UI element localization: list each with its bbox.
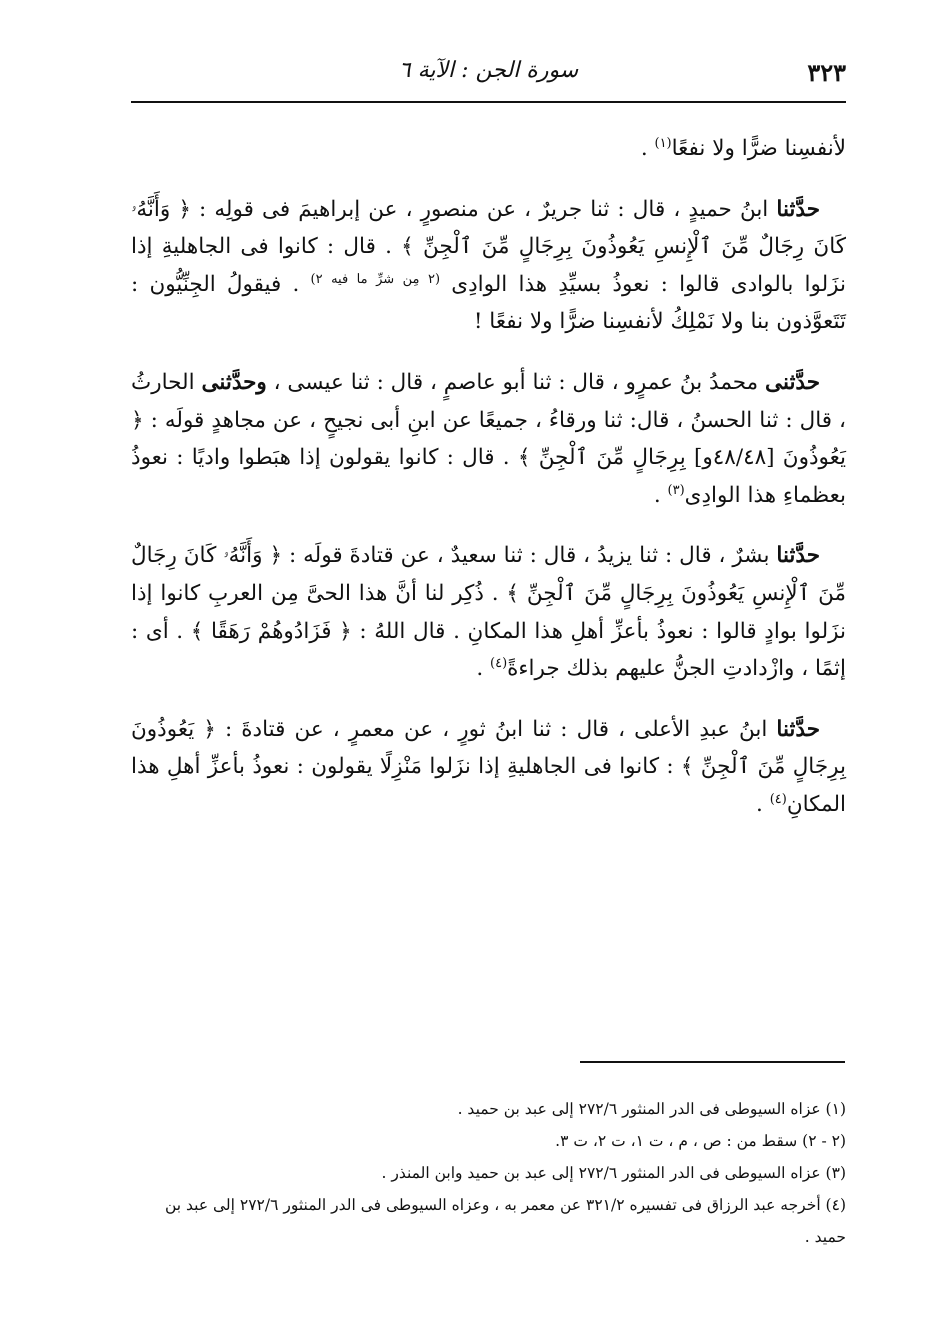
narration-lead: حدَّثنى <box>765 369 820 395</box>
footnote-item: (١) عزاه السيوطى فى الدر المنثور ٢٧٢/٦ إلى عبد بن حميد . <box>457 1100 846 1118</box>
footnote-ref: (١) <box>654 135 672 151</box>
footnote-ref: (٢ مِن شرِّ ما فيه ٢) <box>310 271 441 287</box>
footnote-rule <box>580 1061 845 1063</box>
main-text <box>131 130 846 847</box>
narration-lead: حدَّثنا <box>776 196 820 222</box>
footnotes <box>131 1093 846 1253</box>
paragraph-hadith-1: حدَّثنا ابنُ حميدٍ ، قال : ثنا جريرٌ ، عن منصورٍ ، عن إبراهيمَ فى قولِه : ﴿ وَأَنَّهُۥ كَانَ رِجَالٌ مِّنَ ٱلْإِنسِ يَعُوذُونَ بِرِجَالٍ مِّنَ ٱلْجِنِّ ﴾ . قال : كانوا فى الجاهليةِ إذا نزَلوا بالوادى قالوا : نعوذُ بسيِّدِ هذا الوادِى $^{(٢ مِن شرِّ ما فيه ٢)}$ . فيقولُ الجِنِّيُّون : تَتَعوَّذون بنا ولا نَمْلِكُ لأنفسِنا ضرًّا ولا نفعًا ! <box>131 196 846 335</box>
paragraph-hadith-2: حدَّثنى محمدُ بنُ عمرٍو ، قال : ثنا أبو عاصمٍ ، قال : ثنا عيسى ، وحدَّثنى الحارثُ ، قال : ثنا الحسنُ ، قال: ثنا ورقاءُ ، جميعًا عن ابنِ أبى نجيحٍ ، عن مجاهدٍ قولَه : ﴿ يَعُوذُونَ [٤٨/٤٨و] بِرِجَالٍ مِّنَ ٱلْجِنِّ ﴾ . قال : كانوا يقولون إذا هبَطوا واديًا : نعوذُ بعظماءِ هذا الوادِى$^{(٣)}$ . <box>131 369 846 508</box>
running-title: سورة الجن : الآية ٦ <box>398 58 579 83</box>
narration-lead: حدَّثنا <box>776 716 820 742</box>
footnote-item: (٣) عزاه السيوطى فى الدر المنثور ٢٧٢/٦ إلى عبد بن حميد وابن المنذر . <box>381 1164 846 1182</box>
footnote-ref: (٤) <box>769 791 787 807</box>
page-header <box>131 52 846 92</box>
paragraph-continuation: لأنفسِنا ضرًّا ولا نفعًا$^{(١)}$ . <box>640 135 846 161</box>
footnote-item: (٢ - ٢) سقط من : ص ، م ، ت ١، ت ٢، ت ٣. <box>555 1132 846 1150</box>
narration-lead-2: وحدَّثنى <box>201 369 267 395</box>
footnote-ref: (٤) <box>490 655 508 671</box>
footnote-item: (٤) أخرجه عبد الرزاق فى تفسيره ٣٢١/٢ عن معمر به ، وعزاه السيوطى فى الدر المنثور ٢٧٢/٦ إلى عبد بن حميد . <box>164 1196 846 1246</box>
narration-lead: حدَّثنا <box>776 543 820 569</box>
header-rule <box>131 101 846 103</box>
paragraph-hadith-4: حدَّثنا ابنُ عبدِ الأعلى ، قال : ثنا ابنُ ثورٍ ، عن معمرٍ ، عن قتادةَ : ﴿ يَعُوذُونَ بِرِجَالٍ مِّنَ ٱلْجِنِّ ﴾ : كانوا فى الجاهليةِ إذا نزَلوا مَنْزِلًا يقولون : نعوذُ بأعزِّ أهلِ هذا المكانِ$^{(٤)}$ . <box>131 716 846 817</box>
paragraph-hadith-3: حدَّثنا بشرٌ ، قال : ثنا يزيدُ ، قال : ثنا سعيدٌ ، عن قتادةَ قولَه : ﴿ وَأَنَّهُۥ كَانَ رِجَالٌ مِّنَ ٱلْإِنسِ يَعُوذُونَ بِرِجَالٍ مِّنَ ٱلْجِنِّ ﴾ . ذُكِر لنا أنَّ هذا الحىَّ مِن العربِ كانوا إذا نزَلوا بوادٍ قالوا : نعوذُ بأعزِّ أهلِ هذا المكانِ . قال اللهُ : ﴿ فَزَادُوهُمْ رَهَقًا ﴾ . أى : إثمًا ، وازْدادتِ الجنُّ عليهم بذلك جراءةً$^{(٤)}$ . <box>131 543 846 682</box>
footnote-ref: (٣) <box>667 482 685 498</box>
page-number: ٣٢٣ <box>807 57 846 87</box>
